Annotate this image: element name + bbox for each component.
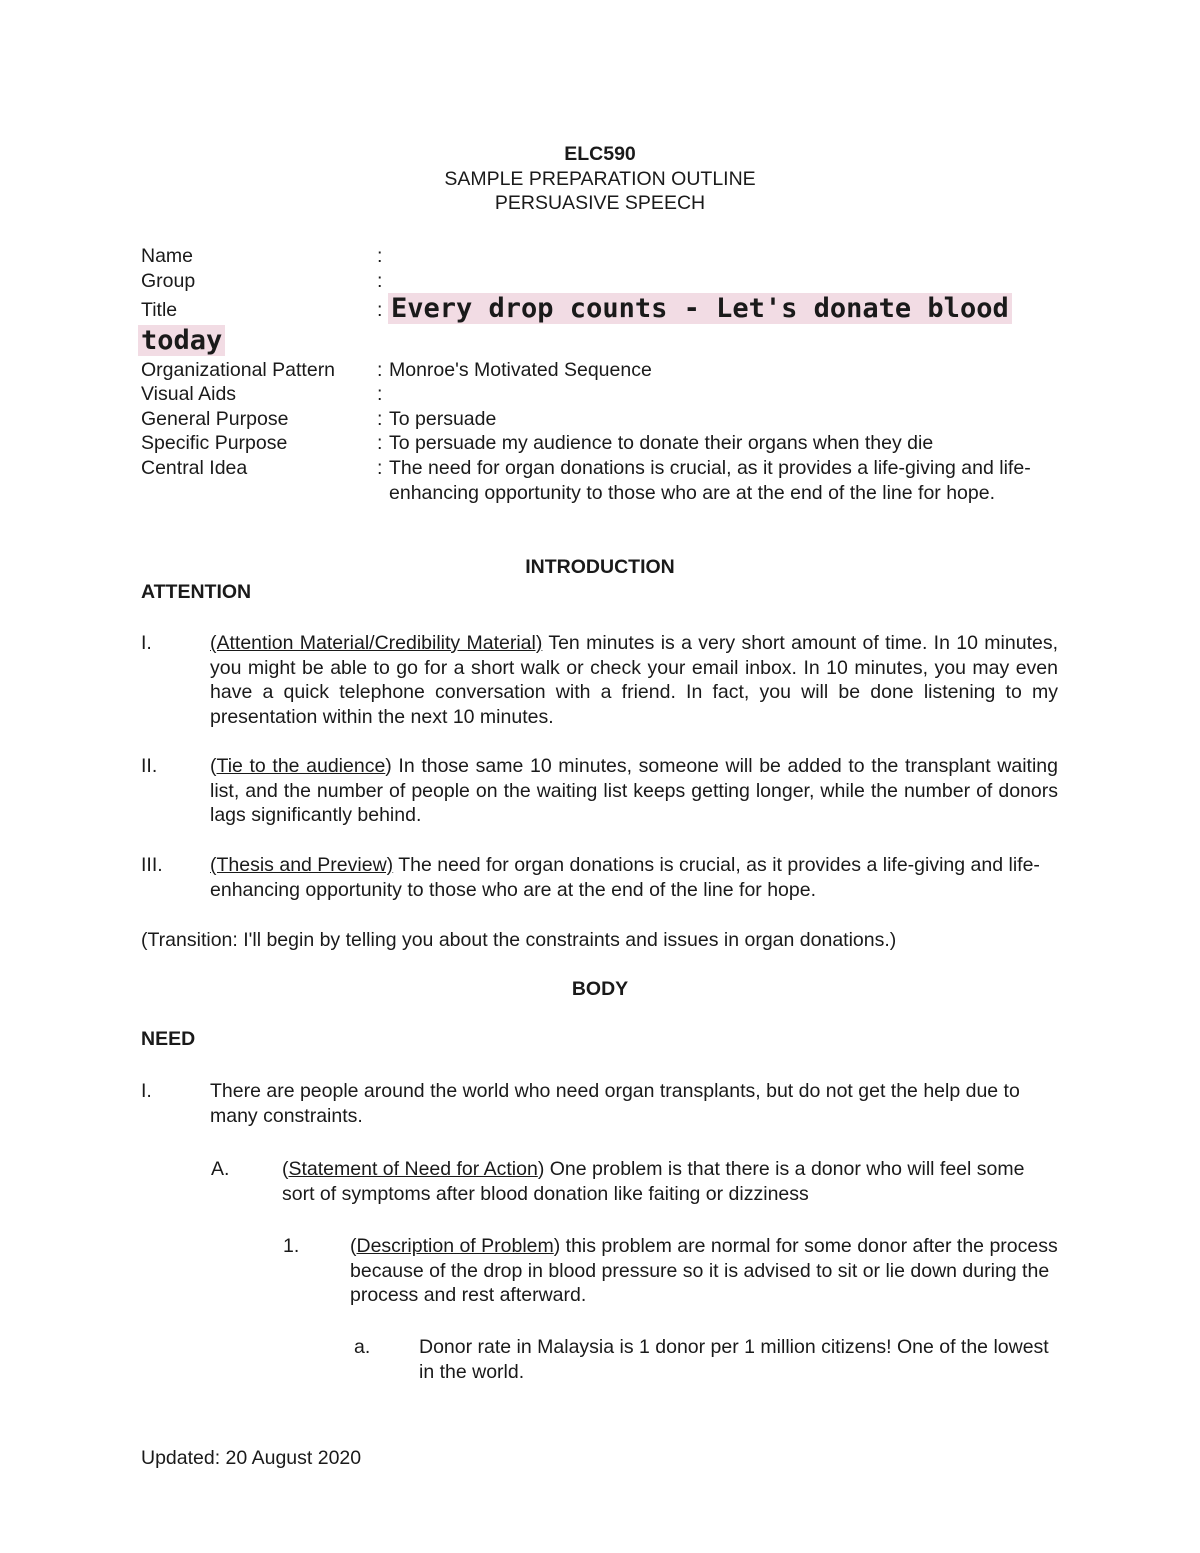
central-idea-colon: : — [377, 457, 383, 479]
intro-item-3-number: III. — [141, 854, 163, 876]
intro-item-3-text: The need for organ donations is crucial, as it provides a life-giving and life-enhancing opportunity to those who are at the end of the line for hope. — [210, 854, 1040, 901]
body-heading: BODY — [571, 978, 629, 1000]
footer-updated-date: Updated: 20 August 2020 — [141, 1447, 362, 1469]
group-colon: : — [377, 270, 383, 292]
visual-aids-label: Visual Aids — [141, 383, 237, 405]
body-point-1-text: There are people around the world who need organ transplants, but do not get the help due to many constraints. — [210, 1080, 1020, 1127]
sub-point-1-tag: Description of Problem — [356, 1235, 554, 1257]
course-code: ELC590 — [564, 143, 636, 165]
central-idea-value: The need for organ donations is crucial, as it provides a life-giving and life-enhancing opportunity to those who are at the end of the line for hope. — [389, 457, 1031, 504]
speech-title-line2: today — [138, 325, 225, 359]
general-purpose-value: To persuade — [389, 408, 497, 430]
intro-item-2: (Tie to the audience) In those same 10 minutes, someone will be added to the transplant waiting list, and the number of people on the waiting list keeps getting longer, while the number of donors lags significantly behind. — [210, 755, 1058, 827]
general-purpose-label: General Purpose — [141, 408, 289, 430]
pattern-value: Monroe's Motivated Sequence — [389, 359, 652, 381]
transition-text: (Transition: I'll begin by telling you about the constraints and issues in organ donations.) — [141, 929, 897, 951]
intro-item-1-number: I. — [141, 632, 152, 654]
specific-purpose-colon: : — [377, 432, 383, 454]
intro-item-3-tag: (Thesis and Preview) — [210, 854, 394, 876]
intro-item-2-number: II. — [141, 755, 158, 777]
pattern-colon: : — [377, 359, 383, 381]
central-idea-label: Central Idea — [141, 457, 248, 479]
specific-purpose-value: To persuade my audience to donate their organs when they die — [389, 432, 934, 454]
sub-point-1-number: 1. — [283, 1235, 300, 1257]
speech-type: PERSUASIVE SPEECH — [494, 192, 706, 214]
specific-purpose-label: Specific Purpose — [141, 432, 288, 454]
intro-item-2-text: In those same 10 minutes, someone will be added to the transplant waiting list, and the number of people on the waiting list keeps getting longer, while the number of donors lags significantly behind. — [210, 755, 1058, 827]
intro-item-3 — [210, 853, 1058, 902]
introduction-heading: INTRODUCTION — [525, 556, 675, 578]
sub-point-a-lower-number: a. — [354, 1336, 371, 1358]
name-label: Name — [141, 245, 194, 267]
title-colon: : — [377, 299, 383, 321]
name-colon: : — [377, 245, 383, 267]
group-label: Group — [141, 270, 196, 292]
sub-point-a-number: A. — [211, 1158, 230, 1180]
sub-point-a-text: One problem is that there is a donor who will feel some sort of symptoms after blood donation like faiting or dizziness — [282, 1158, 1025, 1205]
intro-item-1-tag: (Attention Material/Credibility Material) — [210, 632, 543, 654]
body-point-1-number: I. — [141, 1080, 152, 1102]
sub-point-1-text: this problem are normal for some donor after the process because of the drop in blood pressure so it is advised to sit or lie down during the process and rest afterward. — [350, 1235, 1058, 1307]
speech-title-line1: Every drop counts - Let's donate blood — [388, 293, 1012, 327]
pattern-label: Organizational Pattern — [141, 359, 336, 381]
sub-point-a-lower-text: Donor rate in Malaysia is 1 donor per 1 million citizens! One of the lowest in the world. — [419, 1336, 1049, 1383]
title-label: Title — [141, 299, 178, 321]
attention-heading: ATTENTION — [141, 581, 252, 603]
document-type: SAMPLE PREPARATION OUTLINE — [444, 168, 756, 190]
intro-item-1 — [210, 631, 1058, 729]
sub-point-a-tag: Statement of Need for Action — [288, 1158, 538, 1180]
need-heading: NEED — [141, 1028, 196, 1050]
general-purpose-colon: : — [377, 408, 383, 430]
visual-aids-colon: : — [377, 383, 383, 405]
sub-point-1: (Description of Problem) this problem are normal for some donor after the process because of the drop in blood pressure so it is advised to sit or lie down during the process and rest afterward. — [350, 1235, 1058, 1307]
intro-item-1-text: Ten minutes is a very short amount of time. In 10 minutes, you might be able to go for a short walk or check your email inbox. In 10 minutes, you may even have a quick telephone conversation with a friend. In fact, you will be done listening to my presentation within the next 10 minutes. — [210, 632, 1058, 728]
intro-item-2-tag: Tie to the audience — [216, 755, 386, 777]
sub-point-a: (Statement of Need for Action) One problem is that there is a donor who will feel some sort of symptoms after blood donation like faiting or dizziness — [282, 1158, 1025, 1205]
